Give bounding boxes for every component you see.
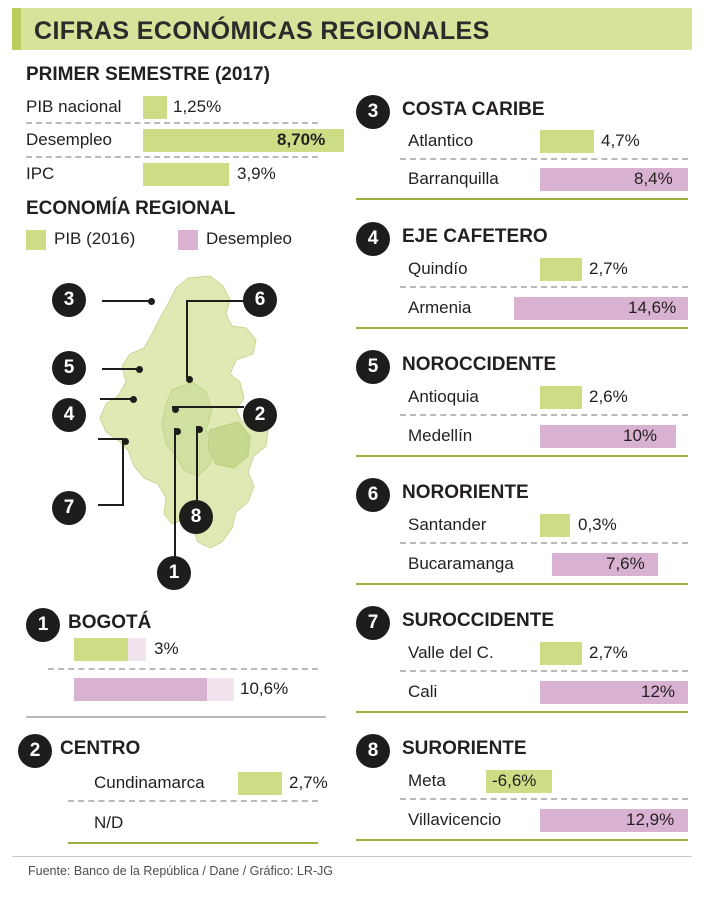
row-value: 2,7%: [589, 259, 628, 278]
map-leader-7a: [98, 438, 124, 440]
map-leader-7c: [98, 504, 124, 506]
divider-green: [356, 711, 688, 713]
bar-desempleo: [74, 678, 207, 701]
bar-pib: [540, 258, 582, 281]
divider-dashed: [400, 286, 688, 288]
region-badge-3[interactable]: 3: [356, 95, 390, 129]
bar-desempleo-remainder: [207, 678, 234, 701]
region-4-row-desempleo: [356, 295, 696, 321]
map-leader-2: [172, 406, 244, 408]
region-5-row-desempleo: [356, 423, 696, 449]
bar-pib: [540, 514, 570, 537]
map-leader-7b: [122, 438, 124, 506]
source-note: Fuente: Banco de la República / Dane / Gráfico: LR-JG: [28, 864, 334, 878]
map-badge-4[interactable]: 4: [52, 398, 86, 432]
region-name-6: NORORIENTE: [402, 482, 529, 503]
map-badge-2[interactable]: 2: [243, 398, 277, 432]
region-8-row-desempleo: [356, 807, 696, 833]
divider-green: [356, 198, 688, 200]
region-2-row-pib: [26, 770, 346, 796]
row-value: 7,6%: [606, 554, 645, 573]
row-label: Valle del C.: [408, 643, 494, 662]
map-badge-1[interactable]: 1: [157, 556, 191, 590]
row-value: 3%: [154, 639, 179, 658]
divider-green: [356, 839, 688, 841]
region-badge-6[interactable]: 6: [356, 478, 390, 512]
divider-dashed: [400, 542, 688, 544]
row-value: -6,6%: [492, 771, 537, 790]
national-row-desempleo: [26, 127, 326, 153]
map-leader-5: [102, 368, 138, 370]
national-row-pib: [26, 94, 326, 120]
map-badge-7[interactable]: 7: [52, 491, 86, 525]
row-value: 3,9%: [237, 164, 276, 183]
map-badge-8[interactable]: 8: [179, 500, 213, 534]
divider-dashed: [400, 414, 688, 416]
region-badge-4[interactable]: 4: [356, 222, 390, 256]
map-leader-8: [196, 426, 198, 510]
row-value: 14,6%: [628, 298, 677, 317]
row-label: Armenia: [408, 298, 472, 317]
map-badge-3[interactable]: 3: [52, 283, 86, 317]
region-8-row-pib: [356, 768, 686, 794]
legend-swatch-desempleo: [178, 230, 198, 250]
map-leader-6b: [186, 300, 188, 378]
row-label: Antioquia: [408, 387, 479, 406]
region-1-row-pib: [26, 636, 326, 662]
row-value: 12%: [641, 682, 676, 701]
header-banner: [12, 8, 692, 50]
bar-pib: [238, 772, 282, 795]
divider-dashed: [400, 670, 688, 672]
row-label: Quindío: [408, 259, 468, 278]
divider-dashed: [26, 122, 318, 124]
row-value: 10,6%: [240, 679, 289, 698]
divider-green: [68, 842, 318, 844]
region-badge-5[interactable]: 5: [356, 350, 390, 384]
row-value: 4,7%: [601, 131, 640, 150]
divider-green: [356, 455, 688, 457]
row-label: Santander: [408, 515, 487, 534]
bar-pib: [74, 638, 128, 661]
section-title-regional: ECONOMÍA REGIONAL: [26, 198, 236, 219]
region-name-2: CENTRO: [60, 738, 141, 759]
region-badge-2[interactable]: 2: [18, 734, 52, 768]
row-label: Cali: [408, 682, 438, 701]
row-value: 0,3%: [578, 515, 617, 534]
region-name-5: NOROCCIDENTE: [402, 354, 557, 375]
legend-label-pib: PIB (2016): [54, 229, 136, 248]
section-title-semestre: PRIMER SEMESTRE (2017): [26, 64, 270, 85]
row-label: N/D: [94, 813, 124, 832]
row-label: Atlantico: [408, 131, 474, 150]
bar-pib: [540, 642, 582, 665]
row-label: IPC: [26, 164, 55, 183]
row-label: Cundinamarca: [94, 773, 205, 792]
region-6-row-desempleo: [356, 551, 696, 577]
row-label: Meta: [408, 771, 446, 790]
row-value: 2,7%: [589, 643, 628, 662]
row-value: 8,4%: [634, 169, 673, 188]
divider-green: [356, 583, 688, 585]
legend-swatch-pib: [26, 230, 46, 250]
divider-dashed: [48, 668, 318, 670]
region-badge-7[interactable]: 7: [356, 606, 390, 640]
row-label: Barranquilla: [408, 169, 499, 188]
region-7-row-pib: [356, 640, 686, 666]
region-badge-1[interactable]: 1: [26, 608, 60, 642]
map-badge-5[interactable]: 5: [52, 351, 86, 385]
region-3-row-desempleo: [356, 166, 696, 192]
region-5-row-pib: [356, 384, 686, 410]
row-value: 10%: [623, 426, 658, 445]
header-accent-bar: [12, 8, 21, 50]
legend-label-desempleo: Desempleo: [206, 229, 292, 248]
bar-pib-remainder: [128, 638, 146, 661]
row-value: 12,9%: [626, 810, 675, 829]
divider-solid: [26, 716, 326, 718]
row-label: Villavicencio: [408, 810, 502, 829]
bar-ipc: [143, 163, 229, 186]
row-value: 1,25%: [173, 97, 222, 116]
divider-dashed: [26, 156, 318, 158]
region-3-row-pib: [356, 128, 686, 154]
region-name-3: COSTA CARIBE: [402, 99, 545, 120]
row-value: 2,7%: [289, 773, 328, 792]
divider-green: [356, 327, 688, 329]
region-badge-8[interactable]: 8: [356, 734, 390, 768]
row-label: Medellín: [408, 426, 473, 445]
divider-dashed: [400, 798, 688, 800]
row-label: PIB nacional: [26, 97, 122, 116]
map-shape: [60, 270, 320, 600]
footer-divider: [12, 856, 692, 857]
region-2-row-nd: [26, 810, 346, 836]
map-leader-4: [100, 398, 132, 400]
map-leader-3: [102, 300, 150, 302]
region-6-row-pib: [356, 512, 686, 538]
national-row-ipc: [26, 161, 326, 187]
region-name-8: SURORIENTE: [402, 738, 527, 759]
region-4-row-pib: [356, 256, 686, 282]
colombia-map: [60, 270, 320, 600]
divider-dashed: [400, 158, 688, 160]
region-name-4: EJE CAFETERO: [402, 226, 548, 247]
region-1-row-desempleo: [26, 676, 326, 702]
bar-pib: [540, 130, 594, 153]
map-leader-6a: [186, 300, 244, 302]
map-leader-1: [174, 428, 176, 560]
region-name-7: SUROCCIDENTE: [402, 610, 555, 631]
bar-pib: [540, 386, 582, 409]
region-7-row-desempleo: [356, 679, 696, 705]
page-title: CIFRAS ECONÓMICAS REGIONALES: [34, 17, 490, 45]
divider-dashed: [68, 800, 318, 802]
bar-pib-nacional: [143, 96, 167, 119]
row-value: 2,6%: [589, 387, 628, 406]
row-label: Desempleo: [26, 130, 112, 149]
map-badge-6[interactable]: 6: [243, 283, 277, 317]
row-value: 8,70%: [277, 130, 326, 149]
region-name-1: BOGOTÁ: [68, 612, 152, 633]
row-label: Bucaramanga: [408, 554, 514, 573]
